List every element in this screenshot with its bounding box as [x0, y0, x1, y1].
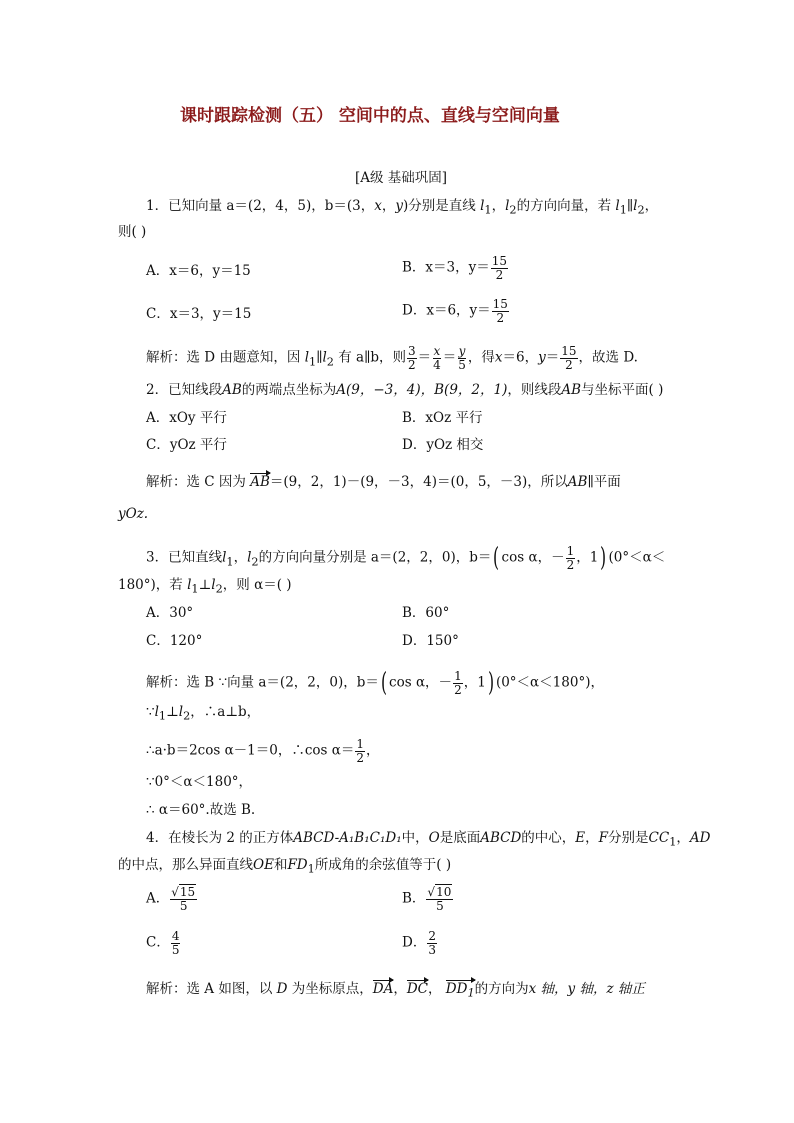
q4-option-c[interactable]: C． $\frac{4}{5}$	[146, 929, 180, 957]
q4-stem: 4．在棱长为 2 的正方体ABCD-A₁B₁C₁D₁中，O是底面ABCD的中心，E，F分别是$CC_1$，AD	[146, 830, 711, 849]
q1-option-c[interactable]: C．x＝3，y＝15	[146, 306, 252, 322]
q1-option-a[interactable]: A．x＝6，y＝15	[146, 263, 251, 279]
q3-option-c[interactable]: C．120°	[146, 633, 203, 649]
q2-option-a[interactable]: A．xOy 平行	[146, 410, 227, 426]
q3-solution-line4: ∵0°＜α＜180°，	[146, 774, 253, 790]
q2-solution: 解析：选 C 因为 AB＝(9，2，1)－(9，－3，4)＝(0，5，－3)，所以AB∥平面	[146, 474, 621, 490]
q4-option-b[interactable]: B． $\frac{√10}{5}$	[402, 885, 452, 913]
q4-stem-line2: 的中点，那么异面直线OE和$FD_1$所成角的余弦值等于( )	[118, 857, 452, 876]
q1-solution: 解析：选 D 由题意知，因 $l_1\parallel l_2$ 有 a∥b，则 $\frac{3}{2}$ ＝ $\frac{x}{4}$ ＝ $\frac{y}{5}$ ，得x＝6，y＝ $\frac{15}{2}$ ，故选 D.	[146, 344, 638, 372]
q1-then: 则( )	[118, 224, 147, 240]
q3-solution-line1: 解析：选 B ∵向量 a＝(2，2，0)，b＝( cos α，－ $\frac{1}{2}$ ，1) (0°＜α＜180°)，	[146, 668, 604, 699]
q2-option-d[interactable]: D．yOz 相交	[402, 437, 484, 453]
q2-option-c[interactable]: C．yOz 平行	[146, 437, 227, 453]
page-title: 课时跟踪检测（五） 空间中的点、直线与空间向量	[180, 106, 560, 126]
q3-solution-line3: ∴a·b＝2cos α－1＝0，∴cos α＝ $\frac{1}{2}$ ，	[146, 737, 380, 765]
q3-solution-line2: $\because l_1\perp l_2$，∴a⊥b，	[146, 704, 261, 723]
q1-stem: 1．已知向量 a＝(2，4，5)，b＝(3，x，y)分别是直线 $l_1$，$l_2$的方向向量，若 $l_1\parallel l_2$，	[146, 198, 659, 217]
q2-stem: 2．已知线段AB的两端点坐标为A(9，−3，4)，B(9，2，1)，则线段AB与坐标平面( )	[146, 382, 664, 398]
q1-option-b[interactable]: B．x＝3，y＝ $\frac{15}{2}$	[402, 254, 508, 282]
q3-option-a[interactable]: A．30°	[146, 605, 194, 621]
q3-stem: 3．已知直线$l_1$，$l_2$的方向向量分别是 a＝(2，2，0)，b＝( cos α，－ $\frac{1}{2}$ ，1) (0°＜α＜	[146, 543, 666, 574]
q2-option-b[interactable]: B．xOz 平行	[402, 410, 483, 426]
section-level: [A级 基础巩固]	[355, 170, 448, 186]
q4-option-a[interactable]: A． $\frac{√15}{5}$	[146, 885, 196, 913]
q4-solution: 解析：选 A 如图，以 D 为坐标原点，DA，DC， $DD_1$的方向为x 轴，y 轴，z 轴正	[146, 981, 645, 1000]
q3-option-b[interactable]: B．60°	[402, 605, 450, 621]
q3-stem-line2: 180°)，若 $l_1\perp l_2$，则 α＝( )	[118, 577, 292, 596]
q1-option-d[interactable]: D．x＝6，y＝ $\frac{15}{2}$	[402, 297, 508, 325]
q3-option-d[interactable]: D．150°	[402, 633, 459, 649]
q2-solution-end: yOz.	[118, 506, 149, 522]
q4-option-d[interactable]: D． $\frac{2}{3}$	[402, 929, 436, 957]
q3-solution-line5: ∴ α＝60°.故选 B.	[146, 802, 256, 818]
